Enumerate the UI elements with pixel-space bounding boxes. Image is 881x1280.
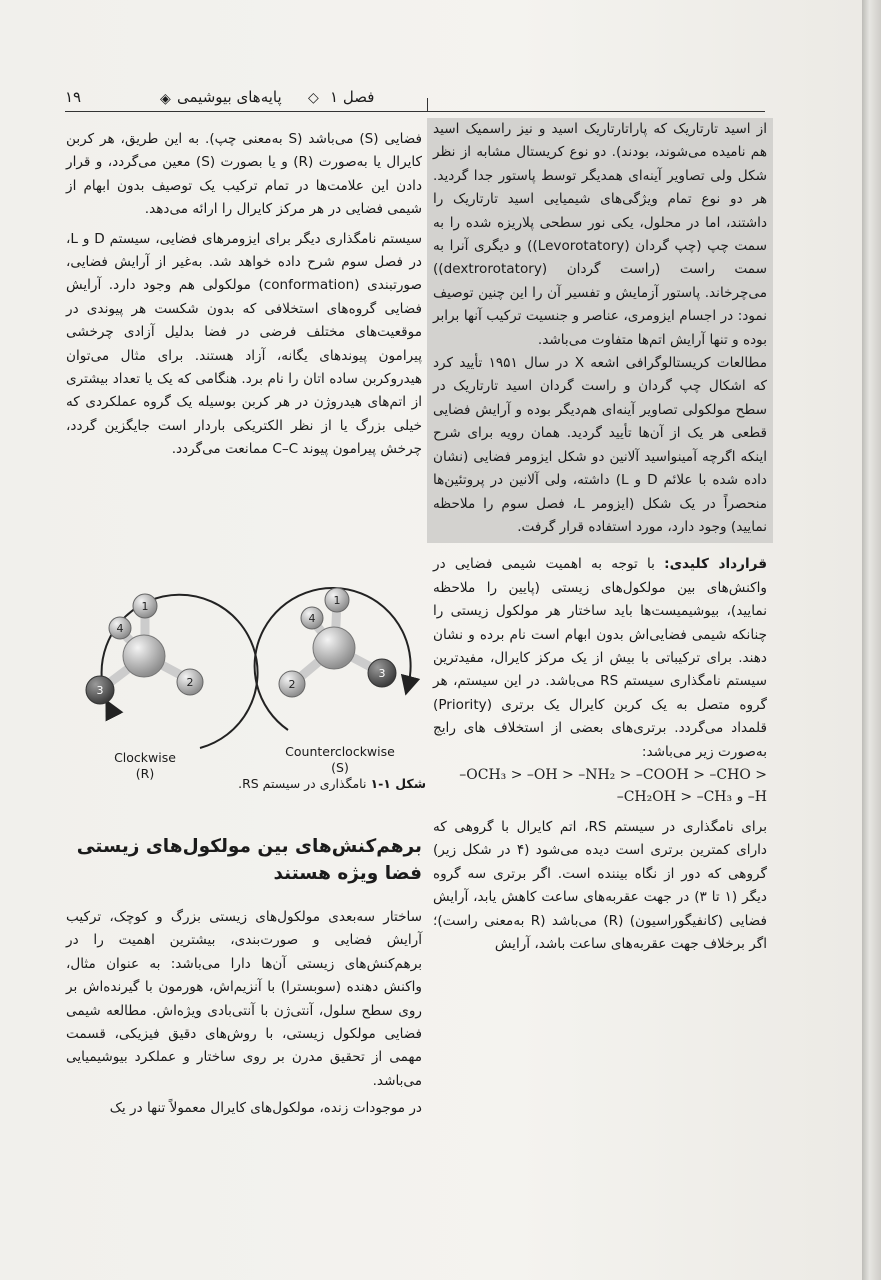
section-heading: برهم‌کنش‌های بین مولکول‌های زیستی فضا ویژه هستند: [76, 836, 422, 884]
paragraph: ساختار سه‌بعدی مولکول‌های زیستی بزرگ و کوچک، ترکیب آرایش فضایی و صورت‌بندی، بیشترین اهمیت را در برهم‌کنش‌های زیستی آن‌ها دارا می‌باشد: به عنوان مثال، واکنش دهنده (سوبسترا) با آنزیم‌اش، هورمون با گیرنده‌اش بر روی سطح سلول، آنتی‌ژن با آنتی‌بادی ویژه‌اش. مطالعه شیمی فضایی مولکول زیستی، با روش‌های دقیق فیزیکی، قسمت مهمی از تحقیق مدرن بر روی ساختار و عملکرد بیوشیمیایی می‌باشد.: [66, 909, 422, 1089]
right-column: [433, 118, 767, 956]
paragraph: [433, 553, 767, 764]
paragraph: مطالعات کریستالوگرافی اشعه X در سال ۱۹۵۱ تأیید کرد که اشکال چپ گردان و راست گردان اسید تارتاریک در سطح مولکولی تصاویر آینه‌ای هم‌دیگر بوده و آرایش فضایی قطعی هر یک از آن‌ها تأیید گردید. همان رویه برای شرح اینکه اگرچه آمینواسید آلانین دو شکل ایزومر فضایی (نشان داده شده با علائم D و L) داشته، ولی آلانین در پروتئین‌ها منحصراً در یک شکل (ایزومر L، فصل سوم را ملاحظه نمایید) وجود دارد، مورد استفاده قرار گرفت.: [433, 355, 767, 535]
atom-label: 1: [141, 600, 149, 613]
atom-label: 1: [333, 594, 341, 607]
atom-label: 3: [96, 684, 104, 697]
page-number: ۱۹: [65, 88, 82, 106]
paragraph: سیستم نامگذاری دیگر برای ایزومرهای فضایی، سیستم D و L، در فصل سوم شرح داده خواهد شد. به‌غیر از آرایش فضایی، صورتبندی (conformation) مولکولی هم وجود دارد. آرایش فضایی گروه‌های استخلافی که بدون شکست هر پیوندی در موقعیت‌های مختلف فرضی در فضا بدلیل آزادی چرخشی پیرامون پیوندهای یگانه، آزاد هستند. برای مثال می‌توان هیدروکربن ساده اتان را نام برد. هنگامی که یک یا تعداد بیشتری از اتم‌های هیدروژن در هر کربن بوسیله یک گروه عملکردی که خیلی بزرگ یا از نظر الکتریکی باردار است جایگزین گردد، چرخش پیرامون پیوند C–C ممانعت می‌گردد.: [66, 230, 422, 458]
s-config-text: (S): [331, 760, 349, 775]
paragraph: فضایی (S) می‌باشد (S به‌معنی چپ). به این طریق، هر کربن کایرال یا به‌صورت (R) و یا بصورت (S) معین می‌گردد، و قرار دادن این علامت‌ها در تمام ترکیب یک توصیف بدون ابهام از شیمی فضایی در هر مرکز کایرال را ارائه می‌دهد.: [66, 131, 423, 218]
clockwise-text: Clockwise: [114, 750, 176, 765]
counterclockwise-text: Counterclockwise: [285, 744, 395, 759]
running-header: [65, 84, 765, 112]
book-title: پایه‌های بیوشیمی: [177, 88, 282, 106]
caption-text: نامگذاری در سیستم RS.: [238, 776, 371, 791]
molecule-counterclockwise: [255, 588, 411, 730]
header-tick: [427, 98, 428, 112]
diamond-filled-icon: ◈: [160, 91, 171, 107]
atom-label: 3: [378, 667, 386, 680]
paragraph: در موجودات زنده، مولکول‌های کایرال معمولاً تنها در یک: [109, 1100, 422, 1117]
page-edge: [862, 0, 881, 1280]
molecule-clockwise: [86, 594, 258, 748]
priority-formula-line-1: –OCH₃ > –OH > –NH₂ > –COOH > –CHO >: [459, 766, 767, 783]
atom-label: 2: [288, 678, 296, 691]
r-config-text: (R): [135, 766, 155, 781]
figure-rs-naming: [60, 578, 430, 800]
paragraph: برای نامگذاری در سیستم RS، اتم کایرال با گروهی که دارای کمترین برتری است دیده می‌شود (۴ در شکل زیر) گروهی که دور از نگاه بیننده است. اگر برتری سه گروه دیگر (۱ تا ۳) در جهت عقربه‌های ساعت کاهش یابد، آرایش فضایی (کانفیگوراسیون) (R) می‌باشد (R به‌معنی راست)؛ اگر برخلاف جهت عقربه‌های ساعت باشد، آرایش: [433, 818, 767, 952]
diamond-icon: ◇: [308, 90, 319, 106]
key-convention-label: قرارداد کلیدی:: [664, 556, 767, 573]
paragraph-text: با توجه به اهمیت شیمی فضایی در واکنش‌های بین مولکول‌های زیستی (پایین را ملاحظه نمایید)، بیوشیمیست‌ها باید ساختار هر مولکول زیستی را چنانکه شیمی فضایی‌اش بدون ابهام است نام برده و نشان دهند. برای ترکیباتی با بیش از یک مرکز کایرال، مفیدترین سیستم نامگذاری سیستم RS می‌باشد. در این سیستم، هر گروه متصل به یک کربن کایرال یک برتری (Priority) قلمداد می‌گردد. برتری‌های بعضی از استخلاف های رایج به‌صورت زیر می‌باشد:: [433, 556, 767, 760]
paragraph: از اسید تارتاریک که پاراتارتاریک اسید و نیز راسمیک اسید هم نامیده می‌شوند، بودند). دو نوع کریستال مشابه از نظر شکل ولی تصاویر آینه‌ای همدیگر توسط پاستور جدا گردید. هر دو نوع تمام ویژگی‌های شیمیایی اسید تارتاریک را داشتند، اما در محلول، یکی نور سطحی پلاریزه شده را به سمت چپ (چپ گردان (Levorotatory)) و دیگری آنرا به سمت راست (راست گردان (dextrorotatory)) می‌چرخاند. پاستور آزمایش و تفسیر آن را این چنین توصیف نمود: در اجسام ایزومری، عناصر و جنسیت ترکیب آنها برابر بوده و تنها آرایش اتم‌ها متفاوت می‌باشد.: [433, 121, 767, 348]
counterclockwise-label: [270, 744, 410, 776]
figure-number: شکل ۱-۱: [370, 776, 426, 791]
atom-label: 2: [186, 676, 194, 689]
header-rule: [65, 111, 765, 112]
figure-caption: [180, 776, 426, 791]
chapter-label: فصل ۱: [330, 88, 375, 106]
priority-formula-line-2: –CH₂OH > –CH₃ و –H: [616, 788, 767, 805]
atom-label: 4: [116, 622, 124, 635]
atom-label: 4: [308, 612, 316, 625]
left-column-top: [66, 128, 422, 462]
shaded-box: [427, 118, 773, 543]
left-column-bottom: [66, 906, 422, 1121]
